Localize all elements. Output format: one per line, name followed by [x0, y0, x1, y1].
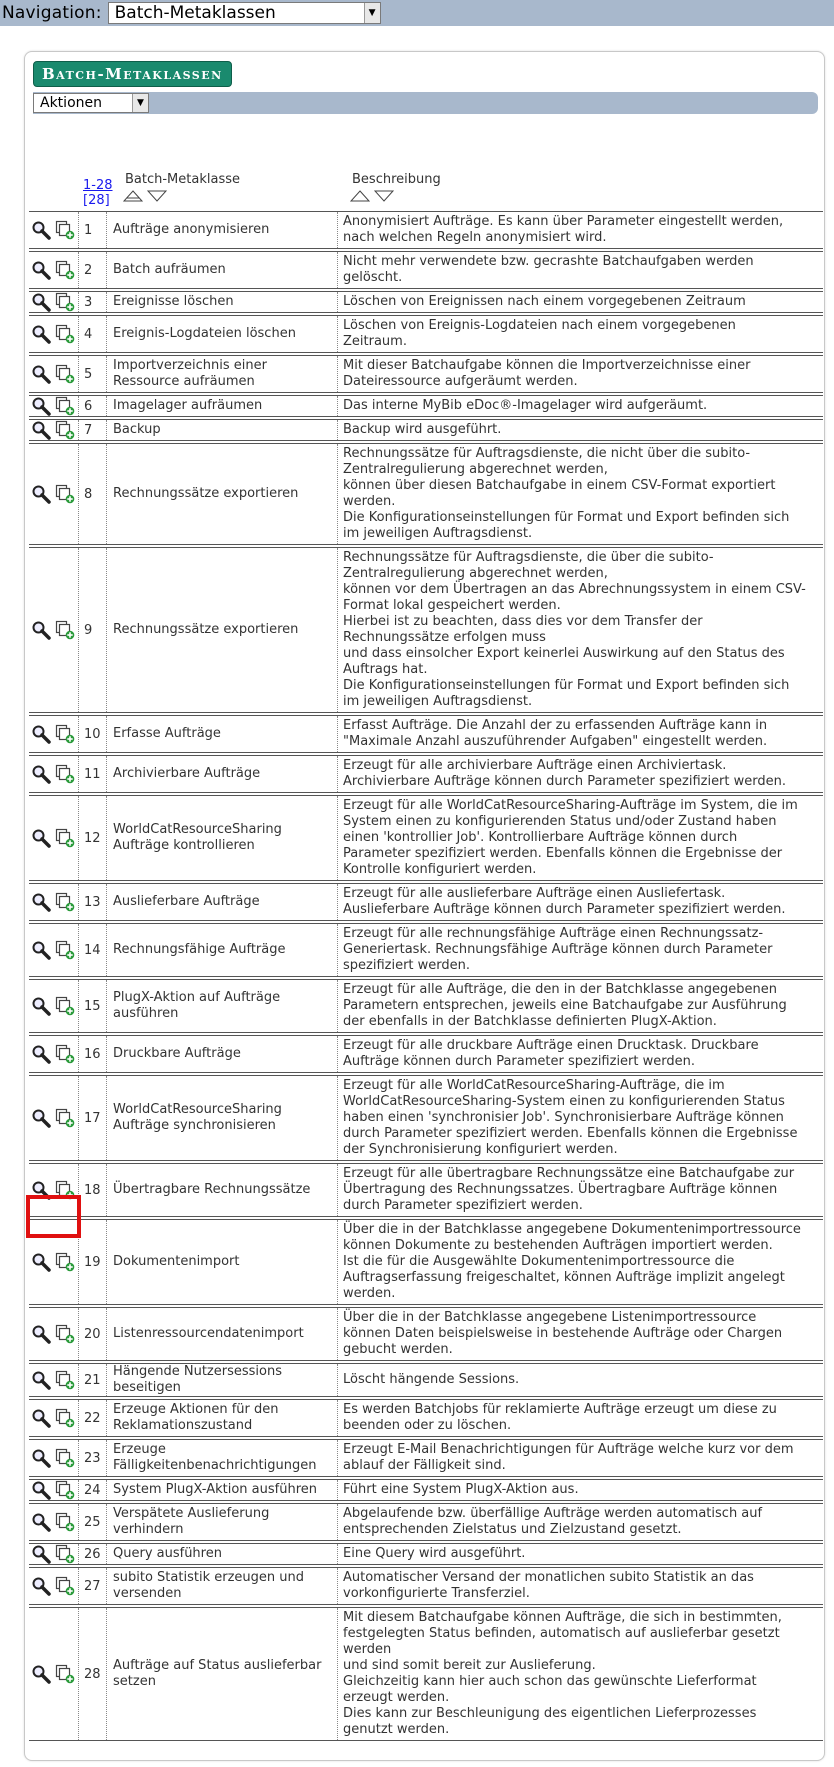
table-row [29, 715, 823, 753]
action-bar [33, 92, 818, 114]
magnifier-icon[interactable] [31, 1664, 51, 1684]
row-description: Nicht mehr verwendete bzw. gecrashte Batchaufgaben werden gelöscht. [343, 254, 754, 285]
table-row [29, 1035, 823, 1073]
row-description: Es werden Batchjobs für reklamierte Aufträge erzeugt um diese zu beenden oder zu löschen. [343, 1402, 777, 1433]
magnifier-icon[interactable] [31, 324, 51, 344]
magnifier-icon[interactable] [31, 220, 51, 240]
row-description: Erzeugt für alle Aufträge, die den in der Batchklasse angegebenen Parametern entsprechen, jeweils eine Batchaufgabe zur Ausführung der ebenfalls in der Batchklasse definierten PlugX-Aktion. [343, 982, 787, 1029]
sort-descending-icon[interactable] [374, 190, 394, 202]
row-description: Rechnungssätze für Auftragsdienste, die über die subito- Zentralregulierung abgerechnet werden, können vor dem Übertragen an das Abrechnungssystem in einem CSV- Format lokal gespeichert werden. Hierbei ist zu beachten, dass dies vor dem Transfer der Rechnungssätze erfolgen muss und dass einsolcher Export keinerlei Auswirkung auf den Status des Auftrags hat. Die Konfigurationseinstellungen für Format und Export befinden sich im jeweiligen Auftragsdienst. [343, 550, 806, 709]
navigation-label: Navigation: [2, 3, 102, 23]
row-actions [29, 1568, 78, 1604]
magnifier-icon[interactable] [31, 724, 51, 744]
row-number: 23 [78, 1440, 107, 1476]
copy-add-icon[interactable] [55, 292, 75, 312]
row-number: 20 [78, 1308, 107, 1360]
row-actions [29, 1400, 78, 1436]
magnifier-icon[interactable] [31, 1448, 51, 1468]
table-row [29, 291, 823, 313]
row-actions [29, 716, 78, 752]
row-actions [29, 1504, 78, 1540]
magnifier-icon[interactable] [31, 1252, 51, 1272]
magnifier-icon[interactable] [31, 292, 51, 312]
pagination-range-link[interactable]: 1-28 [83, 178, 113, 193]
row-name: Archivierbare Aufträge [107, 756, 338, 792]
magnifier-icon[interactable] [31, 828, 51, 848]
magnifier-icon[interactable] [31, 1108, 51, 1128]
copy-add-icon[interactable] [55, 940, 75, 960]
row-actions [29, 1440, 78, 1476]
copy-add-icon[interactable] [55, 420, 75, 440]
row-number: 1 [78, 212, 107, 248]
row-number: 11 [78, 756, 107, 792]
row-name: Batch aufräumen [107, 252, 338, 288]
copy-add-icon[interactable] [55, 260, 75, 280]
table-row [29, 1219, 823, 1305]
row-actions [29, 444, 78, 544]
table-row [29, 1503, 823, 1541]
sort-controls-name [123, 190, 167, 202]
row-name: Erzeuge Aktionen für den Reklamationszustand [107, 1400, 338, 1436]
row-description: Erzeugt für alle WorldCatResourceSharing-Aufträge im System, die im System einen zu konfigurierenden Status und/oder Zustand haben einen 'kontrollier Job'. Kontrollierbare Aufträge können durch Parameter spezifiziert werden. Ebenfalls können die Ergebnisse der Kontrolle konfiguriert werden. [343, 798, 798, 877]
row-actions [29, 1480, 78, 1500]
magnifier-icon[interactable] [31, 364, 51, 384]
copy-add-icon[interactable] [55, 724, 75, 744]
content-panel [24, 51, 825, 1761]
row-number: 2 [78, 252, 107, 288]
magnifier-icon[interactable] [31, 940, 51, 960]
row-actions [29, 1076, 78, 1160]
row-name: Rechnungsfähige Aufträge [107, 924, 338, 976]
table-row [29, 1307, 823, 1361]
row-name: Hängende Nutzersessions beseitigen [107, 1364, 338, 1396]
row-description: Erzeugt für alle übertragbare Rechnungssätze eine Batchaufgabe zur Übertragung des Rechnungssatzes. Übertragbare Aufträge können durch Parameter spezifiziert werden. [343, 1166, 795, 1213]
magnifier-icon[interactable] [31, 620, 51, 640]
row-number: 3 [78, 292, 107, 312]
row-actions [29, 756, 78, 792]
row-description: Erzeugt für alle druckbare Aufträge einen Drucktask. Druckbare Aufträge können durch Parameter spezifiziert werden. [343, 1038, 759, 1069]
row-actions [29, 420, 78, 440]
row-actions [29, 396, 78, 416]
navigation-select[interactable] [108, 2, 381, 24]
magnifier-icon[interactable] [31, 1370, 51, 1390]
row-number: 5 [78, 356, 107, 392]
table-row [29, 755, 823, 793]
row-name: Übertragbare Rechnungssätze [107, 1164, 338, 1216]
copy-add-icon[interactable] [55, 1252, 75, 1272]
row-actions [29, 212, 78, 248]
row-actions [29, 1308, 78, 1360]
row-description: Backup wird ausgeführt. [343, 422, 502, 437]
row-description: Erzeugt für alle auslieferbare Aufträge einen Ausliefertask. Auslieferbare Aufträge können durch Parameter spezifiziert werden. [343, 886, 786, 917]
magnifier-icon[interactable] [31, 1480, 51, 1500]
row-name: Ereignis-Logdateien löschen [107, 316, 338, 352]
copy-add-icon[interactable] [55, 828, 75, 848]
sort-ascending-icon[interactable] [350, 190, 370, 202]
magnifier-icon[interactable] [31, 996, 51, 1016]
copy-add-icon[interactable] [55, 764, 75, 784]
row-name: WorldCatResourceSharing Aufträge kontrollieren [107, 796, 338, 880]
row-description: Über die in der Batchklasse angegebene Dokumentenimportressource können Dokumente zu bestehenden Aufträgen importiert werden. Ist die für die Ausgewählte Dokumentenimportressource die Auftragserfassung freigeschaltet, können Aufträge implizit angelegt werden. [343, 1222, 801, 1301]
copy-add-icon[interactable] [55, 1370, 75, 1390]
row-number: 13 [78, 884, 107, 920]
row-number: 18 [78, 1164, 107, 1216]
row-number: 22 [78, 1400, 107, 1436]
sort-ascending-icon[interactable] [123, 190, 143, 202]
row-number: 14 [78, 924, 107, 976]
row-name: PlugX-Aktion auf Aufträge ausführen [107, 980, 338, 1032]
row-description: Löschen von Ereignissen nach einem vorgegebenen Zeitraum [343, 294, 746, 309]
copy-add-icon[interactable] [55, 1324, 75, 1344]
row-actions [29, 356, 78, 392]
row-name: WorldCatResourceSharing Aufträge synchronisieren [107, 1076, 338, 1160]
row-description: Führt eine System PlugX-Aktion aus. [343, 1482, 579, 1497]
magnifier-icon[interactable] [31, 1324, 51, 1344]
row-number: 19 [78, 1220, 107, 1304]
actions-select[interactable] [33, 93, 149, 113]
page-title: Batch-Metaklassen [33, 61, 232, 87]
row-description: Abgelaufende bzw. überfällige Aufträge werden automatisch auf entsprechenden Zielstatus und Zielzustand gesetzt. [343, 1506, 763, 1537]
row-number: 26 [78, 1544, 107, 1564]
copy-add-icon[interactable] [55, 1448, 75, 1468]
row-number: 12 [78, 796, 107, 880]
row-number: 27 [78, 1568, 107, 1604]
table-row [29, 547, 823, 713]
sort-descending-icon[interactable] [147, 190, 167, 202]
row-name: Dokumentenimport [107, 1220, 338, 1304]
table-row [29, 1479, 823, 1501]
row-description: Löscht hängende Sessions. [343, 1372, 520, 1387]
row-description: Erzeugt für alle WorldCatResourceSharing-Aufträge, die im WorldCatResourceSharing-System einen zu konfigurierenden Status haben einen 'synchronisier Job'. Synchronisierbare Aufträge können durch Parameter spezifiziert werden. Ebenfalls können die Ergebnisse der Synchronisierung konfiguriert werden. [343, 1078, 798, 1157]
column-header-description: Beschreibung [352, 172, 441, 187]
table-row [29, 395, 823, 417]
table-row [29, 315, 823, 353]
magnifier-icon[interactable] [31, 1512, 51, 1532]
row-actions [29, 980, 78, 1032]
row-description: Löschen von Ereignis-Logdateien nach einem vorgegebenen Zeitraum. [343, 318, 736, 349]
row-number: 9 [78, 548, 107, 712]
row-number: 15 [78, 980, 107, 1032]
row-description: Mit dieser Batchaufgabe können die Importverzeichnisse einer Dateiressource aufgeräumt werden. [343, 358, 751, 389]
row-actions [29, 1036, 78, 1072]
row-actions [29, 1544, 78, 1564]
chevron-down-icon[interactable]: ▼ [132, 94, 148, 112]
row-name: Ereignisse löschen [107, 292, 338, 312]
copy-add-icon[interactable] [55, 1544, 75, 1564]
row-actions [29, 252, 78, 288]
row-name: Verspätete Auslieferung verhindern [107, 1504, 338, 1540]
row-name: Backup [107, 420, 338, 440]
table-row [29, 419, 823, 441]
magnifier-icon[interactable] [31, 420, 51, 440]
row-name: Erfasse Aufträge [107, 716, 338, 752]
row-name: Query ausführen [107, 1544, 338, 1564]
column-header-name: Batch-Metaklasse [125, 172, 240, 187]
row-actions [29, 548, 78, 712]
table-row [29, 251, 823, 289]
row-description: Erzeugt für alle rechnungsfähige Aufträge einen Rechnungssatz- Generiertask. Rechnungsfähige Aufträge können durch Parameter spezifiziert werden. [343, 926, 773, 973]
copy-add-icon[interactable] [55, 1408, 75, 1428]
row-description: Erzeugt für alle archivierbare Aufträge einen Archiviertask. Archivierbare Aufträge können durch Parameter spezifiziert werden. [343, 758, 787, 789]
magnifier-icon[interactable] [31, 260, 51, 280]
row-number: 10 [78, 716, 107, 752]
row-description: Erzeugt E-Mail Benachrichtigungen für Aufträge welche kurz vor dem ablauf der Fälligkeit sind. [343, 1442, 794, 1473]
row-description: Über die in der Batchklasse angegebene Listenimportressource können Daten beispielsweise in bestehende Aufträge oder Chargen gebucht werden. [343, 1310, 783, 1357]
row-number: 25 [78, 1504, 107, 1540]
row-number: 8 [78, 444, 107, 544]
magnifier-icon[interactable] [31, 1408, 51, 1428]
row-description: Erfasst Aufträge. Die Anzahl der zu erfassenden Aufträge kann in "Maximale Anzahl auszuführender Aufgaben" eingestellt werden. [343, 718, 768, 749]
magnifier-icon[interactable] [31, 1576, 51, 1596]
row-name: Imagelager aufräumen [107, 396, 338, 416]
table-row [29, 443, 823, 545]
copy-add-icon[interactable] [55, 892, 75, 912]
navigation-bar [0, 0, 834, 26]
row-number: 4 [78, 316, 107, 352]
table-header [25, 120, 825, 210]
row-description: Rechnungssätze für Auftragsdienste, die nicht über die subito- Zentralregulierung abgerechnet werden, können über diesen Batchaufgabe in einem CSV-Format exportiert werden. Die Konfigurationseinstellungen für Format und Export befinden sich im jeweiligen Auftragsdienst. [343, 446, 790, 541]
row-name: Druckbare Aufträge [107, 1036, 338, 1072]
batch-metaclass-table [29, 211, 823, 1743]
copy-add-icon[interactable] [55, 220, 75, 240]
navigation-select-value: Batch-Metaklassen [114, 3, 276, 23]
table-row [29, 1075, 823, 1161]
row-number: 17 [78, 1076, 107, 1160]
copy-add-icon[interactable] [55, 1512, 75, 1532]
table-row [29, 883, 823, 921]
copy-add-icon[interactable] [55, 1108, 75, 1128]
copy-add-icon[interactable] [55, 996, 75, 1016]
copy-add-icon[interactable] [55, 364, 75, 384]
table-row [29, 1163, 823, 1217]
pagination-count[interactable]: [28] [83, 193, 110, 208]
row-description: Anonymisiert Aufträge. Es kann über Parameter eingestellt werden, nach welchen Regeln anonymisiert wird. [343, 214, 784, 245]
magnifier-icon[interactable] [31, 1044, 51, 1064]
row-actions [29, 316, 78, 352]
table-row [29, 1543, 823, 1565]
row-actions [29, 796, 78, 880]
row-name: Importverzeichnis einer Ressource aufräumen [107, 356, 338, 392]
magnifier-icon[interactable] [31, 764, 51, 784]
row-name: Rechnungssätze exportieren [107, 444, 338, 544]
copy-add-icon[interactable] [55, 484, 75, 504]
row-number: 28 [78, 1608, 107, 1740]
table-row [29, 1439, 823, 1477]
table-row [29, 1567, 823, 1605]
row-actions [29, 1364, 78, 1396]
table-row [29, 1607, 823, 1741]
row-name: Aufträge auf Status auslieferbar setzen [107, 1608, 338, 1740]
row-name: Aufträge anonymisieren [107, 212, 338, 248]
actions-select-value: Aktionen [40, 95, 102, 111]
copy-add-icon[interactable] [55, 396, 75, 416]
copy-add-icon[interactable] [55, 1044, 75, 1064]
copy-add-icon[interactable] [55, 1480, 75, 1500]
row-description: Mit diesem Batchaufgabe können Aufträge, die sich in bestimmten, festgelegten Status befinden, automatisch auf auslieferbar gesetzt werden und sind somit bereit zur Auslieferung. Gleichzeitig kann hier auch schon das gewünschte Lieferformat erzeugt werden. Dies kann zur Beschleunigung des eigentlichen Lieferprozesses genutzt werden. [343, 1610, 782, 1737]
table-row [29, 211, 823, 249]
copy-add-icon[interactable] [55, 1576, 75, 1596]
table-row [29, 355, 823, 393]
row-actions [29, 292, 78, 312]
row-name: System PlugX-Aktion ausführen [107, 1480, 338, 1500]
highlight-box [26, 1195, 81, 1238]
table-row [29, 795, 823, 881]
table-row [29, 1399, 823, 1437]
row-description: Automatischer Versand der monatlichen subito Statistik an das vorkonfigurierte Transferziel. [343, 1570, 754, 1601]
row-name: Listenressourcendatenimport [107, 1308, 338, 1360]
magnifier-icon[interactable] [31, 396, 51, 416]
row-name: Rechnungssätze exportieren [107, 548, 338, 712]
copy-add-icon[interactable] [55, 1664, 75, 1684]
row-number: 16 [78, 1036, 107, 1072]
row-number: 7 [78, 420, 107, 440]
magnifier-icon[interactable] [31, 892, 51, 912]
row-number: 6 [78, 396, 107, 416]
row-number: 21 [78, 1364, 107, 1396]
row-name: Erzeuge Fälligkeitenbenachrichtigungen [107, 1440, 338, 1476]
magnifier-icon[interactable] [31, 484, 51, 504]
copy-add-icon[interactable] [55, 620, 75, 640]
row-description: Das interne MyBib eDoc®-Imagelager wird aufgeräumt. [343, 398, 708, 413]
table-row [29, 979, 823, 1033]
magnifier-icon[interactable] [31, 1544, 51, 1564]
row-name: Auslieferbare Aufträge [107, 884, 338, 920]
row-actions [29, 1608, 78, 1740]
table-row [29, 923, 823, 977]
row-actions [29, 924, 78, 976]
table-row [29, 1363, 823, 1397]
copy-add-icon[interactable] [55, 324, 75, 344]
row-name: subito Statistik erzeugen und versenden [107, 1568, 338, 1604]
sort-controls-description [350, 190, 394, 202]
row-actions [29, 884, 78, 920]
row-description: Eine Query wird ausgeführt. [343, 1546, 526, 1561]
chevron-down-icon[interactable]: ▼ [364, 3, 380, 23]
row-number: 24 [78, 1480, 107, 1500]
